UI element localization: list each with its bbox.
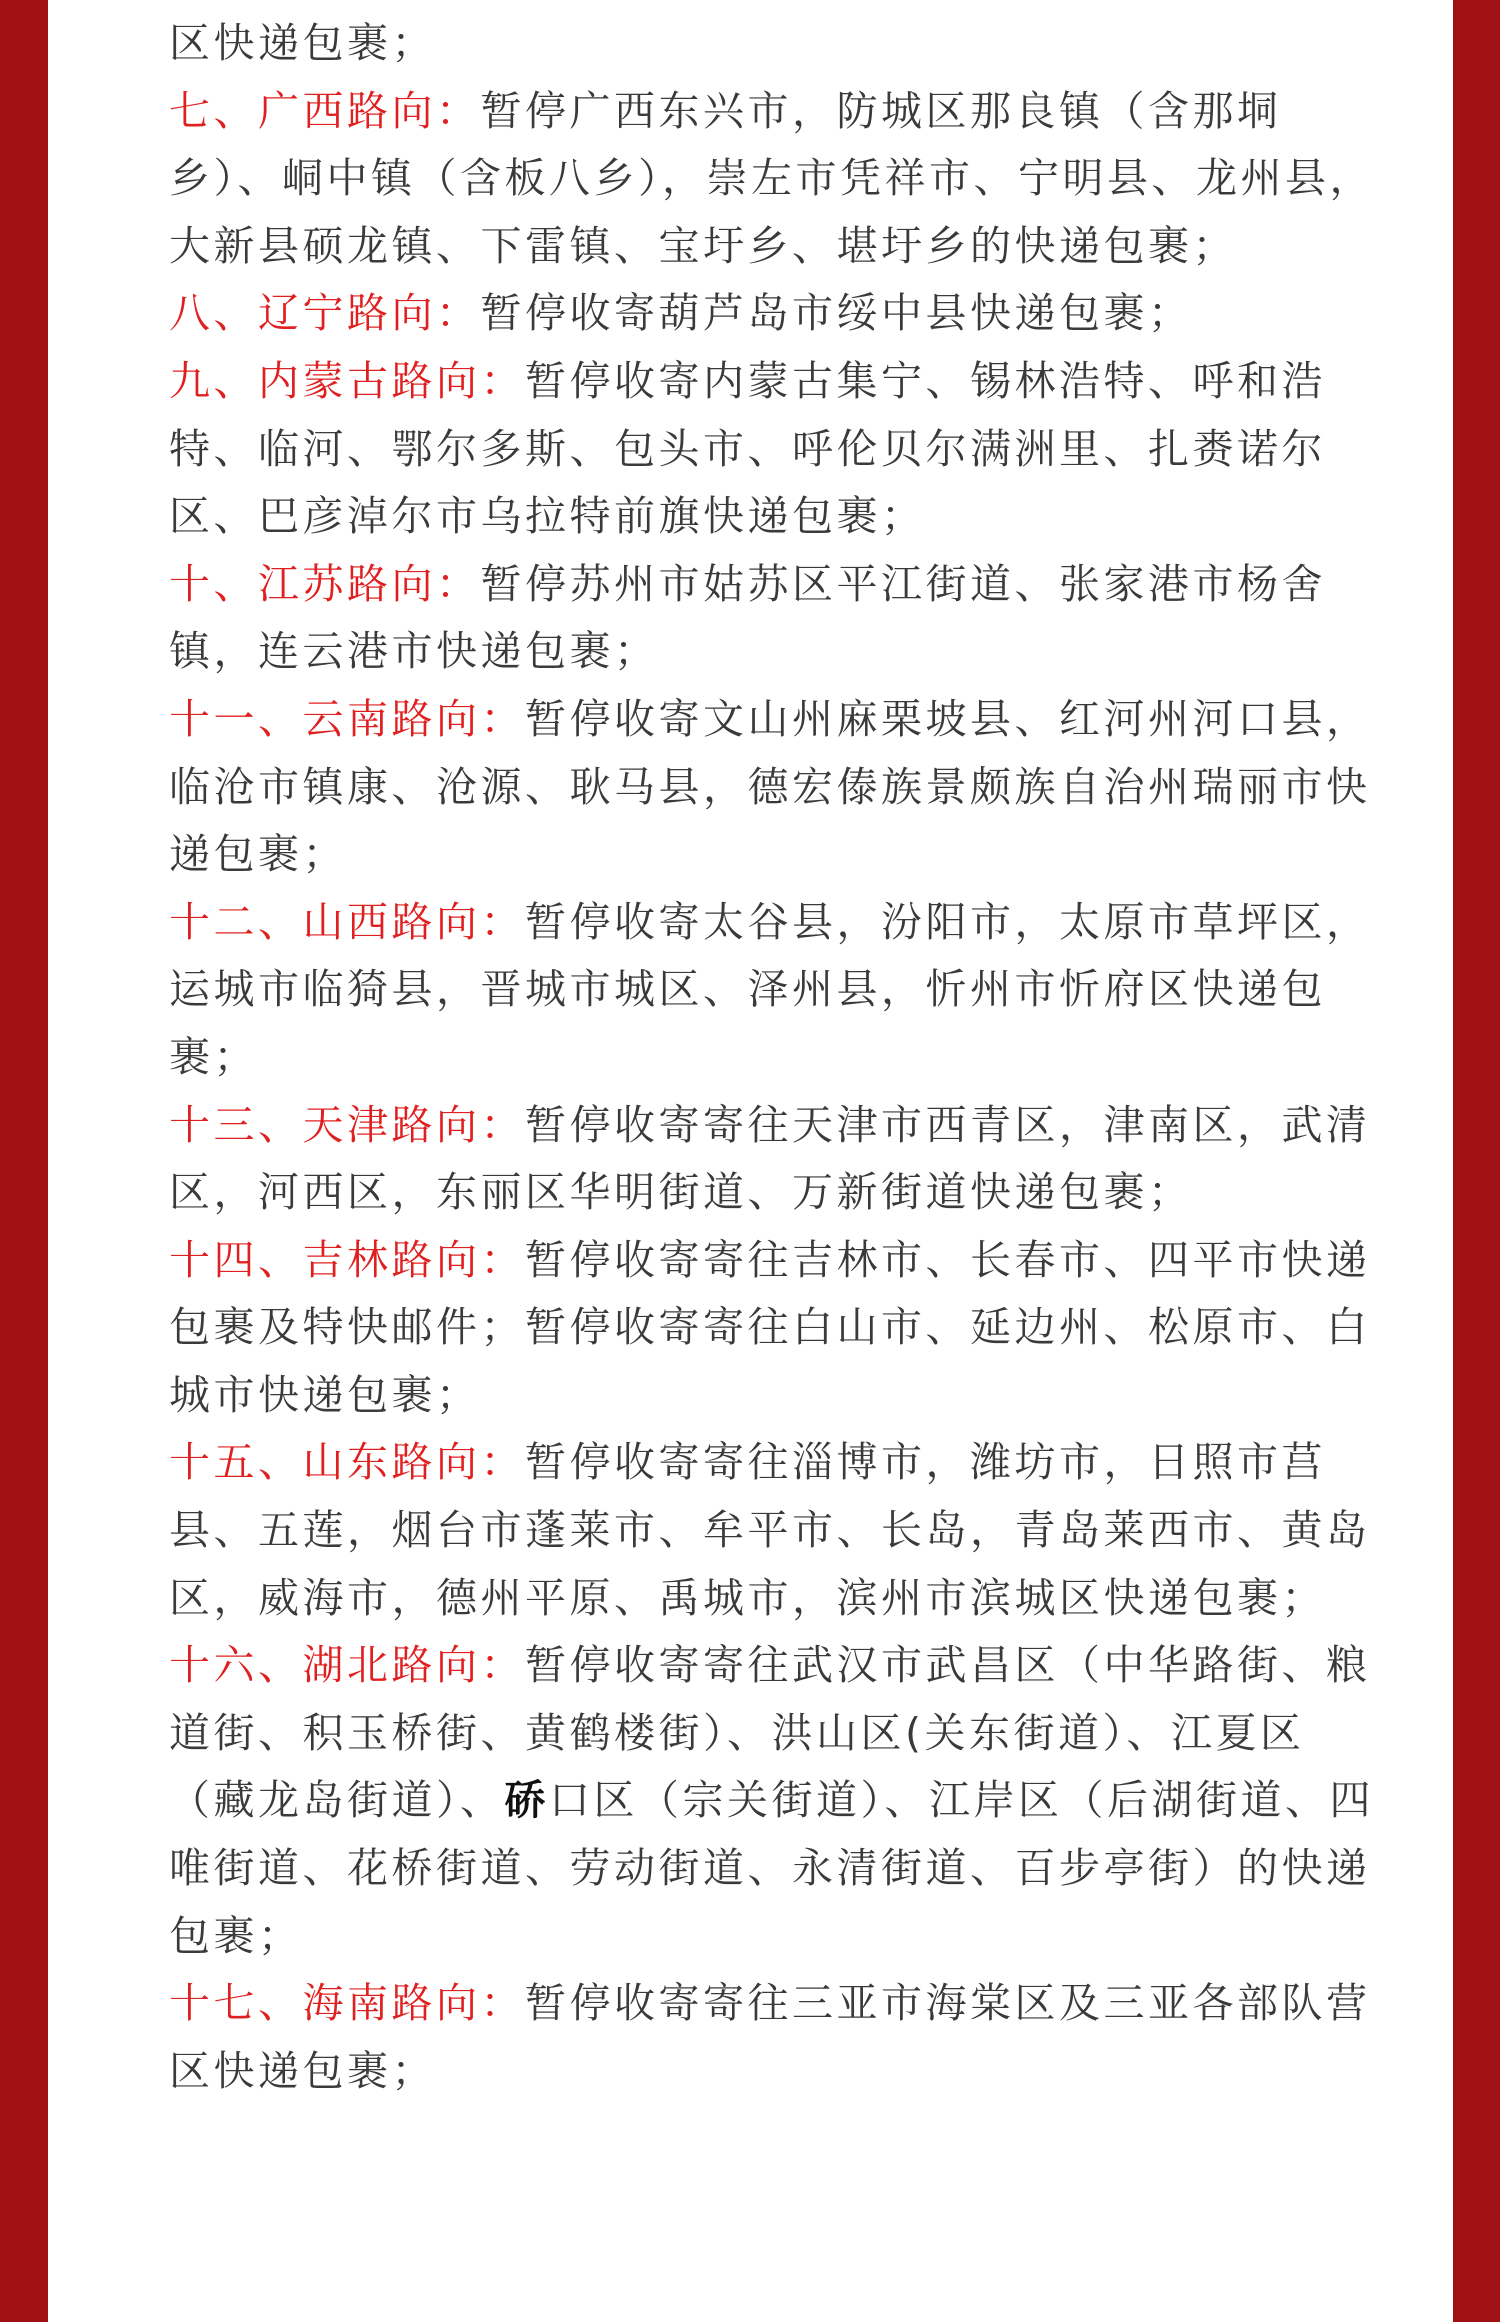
route-body: 暂停收寄寄往武汉市武昌区（中华路街、粮道街、积玉桥街、黄鹤楼街）、洪山区(关东街道）、江夏区（藏龙岛街道）、 <box>169 1641 1371 1825</box>
route-item-tianjin <box>169 1092 1384 1227</box>
route-body: 暂停收寄寄往三亚市海棠区及三亚各部队营区快递包裹； <box>169 1979 1371 2095</box>
route-heading: 十二、山西路向： <box>169 897 525 946</box>
route-heading: 十六、湖北路向： <box>169 1641 525 1690</box>
route-heading: 七、广西路向： <box>169 86 481 135</box>
route-heading: 十一、云南路向： <box>169 694 525 743</box>
notice-text <box>169 10 1384 2105</box>
route-heading: 九、内蒙古路向： <box>169 356 525 405</box>
route-heading: 十四、吉林路向： <box>169 1235 525 1284</box>
route-item-jilin <box>169 1227 1384 1430</box>
route-item-shanxi <box>169 889 1384 1092</box>
route-body: 暂停广西东兴市，防城区那良镇（含那垌乡）、峒中镇（含板八乡），崇左市凭祥市、宁明县、龙州县，大新县硕龙镇、下雷镇、宝圩乡、堪圩乡的快递包裹； <box>169 86 1374 270</box>
lead-in-text: 区快递包裹； <box>169 19 436 67</box>
route-item-liaoning <box>169 280 1384 348</box>
route-item-hubei <box>169 1632 1384 1970</box>
route-body: 口区（宗关街道）、江岸区（后湖街道、四唯街道、花桥街道、劳动街道、永清街道、百步亭街）的快递包裹； <box>169 1776 1374 1960</box>
route-body: 暂停收寄葫芦岛市绥中县快递包裹； <box>480 289 1193 338</box>
route-body: 暂停收寄寄往吉林市、长春市、四平市快递包裹及特快邮件；暂停收寄寄往白山市、延边州、松原市、白城市快递包裹； <box>169 1235 1371 1419</box>
route-body: 暂停收寄寄往淄博市，潍坊市，日照市莒县、五莲，烟台市蓬莱市、牟平市、长岛，青岛莱西市、黄岛区，威海市，德州平原、禹城市，滨州市滨城区快递包裹； <box>169 1438 1371 1622</box>
route-item-guangxi <box>169 78 1384 281</box>
route-body: 暂停收寄太谷县，汾阳市，太原市草坪区，运城市临猗县，晋城市城区、泽州县，忻州市忻府区快递包裹； <box>169 897 1371 1081</box>
route-body: 暂停收寄文山州麻栗坡县、红河州河口县，临沧市镇康、沧源、耿马县，德宏傣族景颇族自治州瑞丽市快递包裹； <box>169 694 1371 879</box>
route-heading: 十、江苏路向： <box>169 559 481 608</box>
route-item-hainan <box>169 1970 1384 2105</box>
route-body: 暂停收寄寄往天津市西青区，津南区，武清区，河西区，东丽区华明街道、万新街道快递包裹； <box>169 1100 1371 1217</box>
route-body-bold: 硚 <box>504 1776 549 1825</box>
route-heading: 十三、天津路向： <box>169 1100 525 1149</box>
route-heading: 十五、山东路向： <box>169 1438 525 1487</box>
route-item-shandong <box>169 1429 1384 1632</box>
route-heading: 八、辽宁路向： <box>169 289 481 338</box>
route-item-yunnan <box>169 686 1384 889</box>
route-body: 暂停收寄内蒙古集宁、锡林浩特、呼和浩特、临河、鄂尔多斯、包头市、呼伦贝尔满洲里、扎赉诺尔区、巴彦淖尔市乌拉特前旗快递包裹； <box>169 356 1326 541</box>
content-panel <box>48 0 1453 2322</box>
route-heading: 十七、海南路向： <box>169 1979 525 2028</box>
route-item-jiangsu <box>169 551 1384 686</box>
route-body: 暂停苏州市姑苏区平江街道、张家港市杨舍镇，连云港市快递包裹； <box>169 559 1326 676</box>
route-item-neimenggu <box>169 348 1384 551</box>
